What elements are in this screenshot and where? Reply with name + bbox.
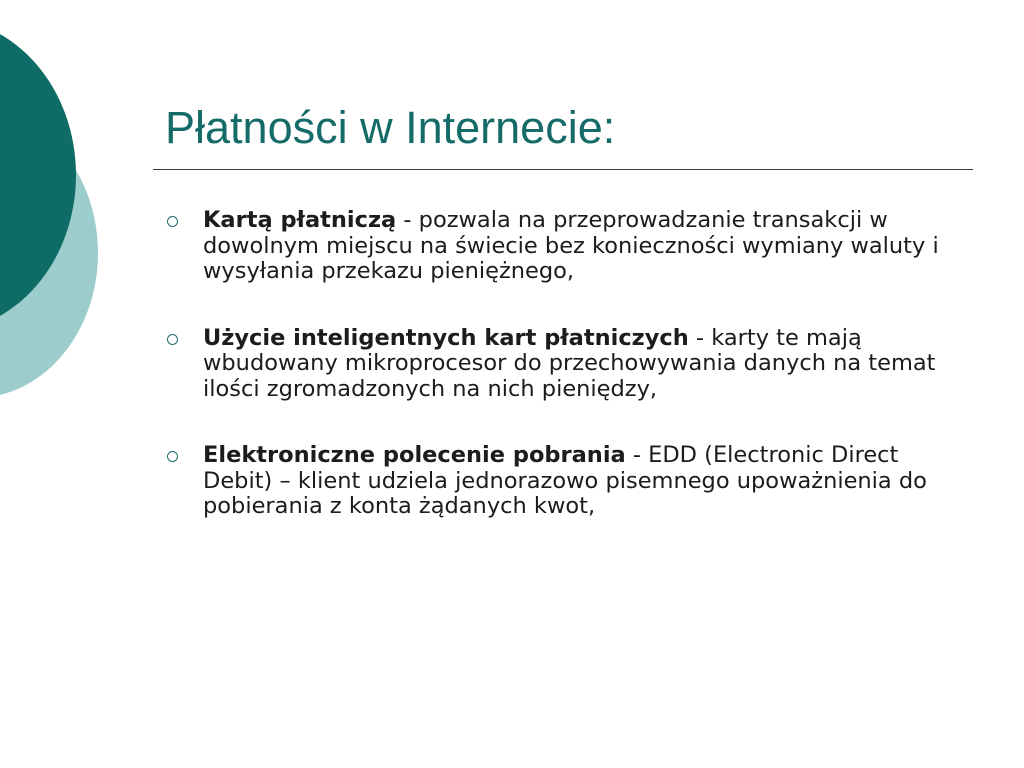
bullet-term: Użycie inteligentnych kart płatniczych — [203, 324, 689, 351]
bullet-description: - karty te mają wbudowany mikroprocesor do przechowywania danych na temat ilości zgromadzonych na nich pieniędzy, — [203, 324, 936, 402]
slide-title: Płatności w Internecie: — [165, 102, 616, 153]
bullet-term: Kartą płatniczą — [203, 207, 397, 233]
circle-bullet-icon — [167, 451, 178, 462]
bullet-item-smart-cards — [164, 326, 964, 403]
bullet-list — [164, 208, 964, 561]
title-divider — [153, 169, 973, 170]
bullet-item-direct-debit — [164, 443, 964, 520]
bullet-item-card-payment — [164, 208, 964, 285]
circle-bullet-icon — [167, 334, 178, 345]
circle-bullet-icon — [167, 216, 178, 227]
bullet-term: Elektroniczne polecenie pobrania — [203, 442, 626, 468]
bullet-description: - EDD (Electronic Direct Debit) – klient udziela jednorazowo pisemnego upoważnienia do pobierania z konta żądanych kwot, — [203, 442, 927, 519]
bullet-description: - pozwala na przeprowadzanie transakcji w dowolnym miejscu na świecie bez konieczności wymiany waluty i wysyłania przekazu pieniężnego, — [203, 207, 939, 284]
